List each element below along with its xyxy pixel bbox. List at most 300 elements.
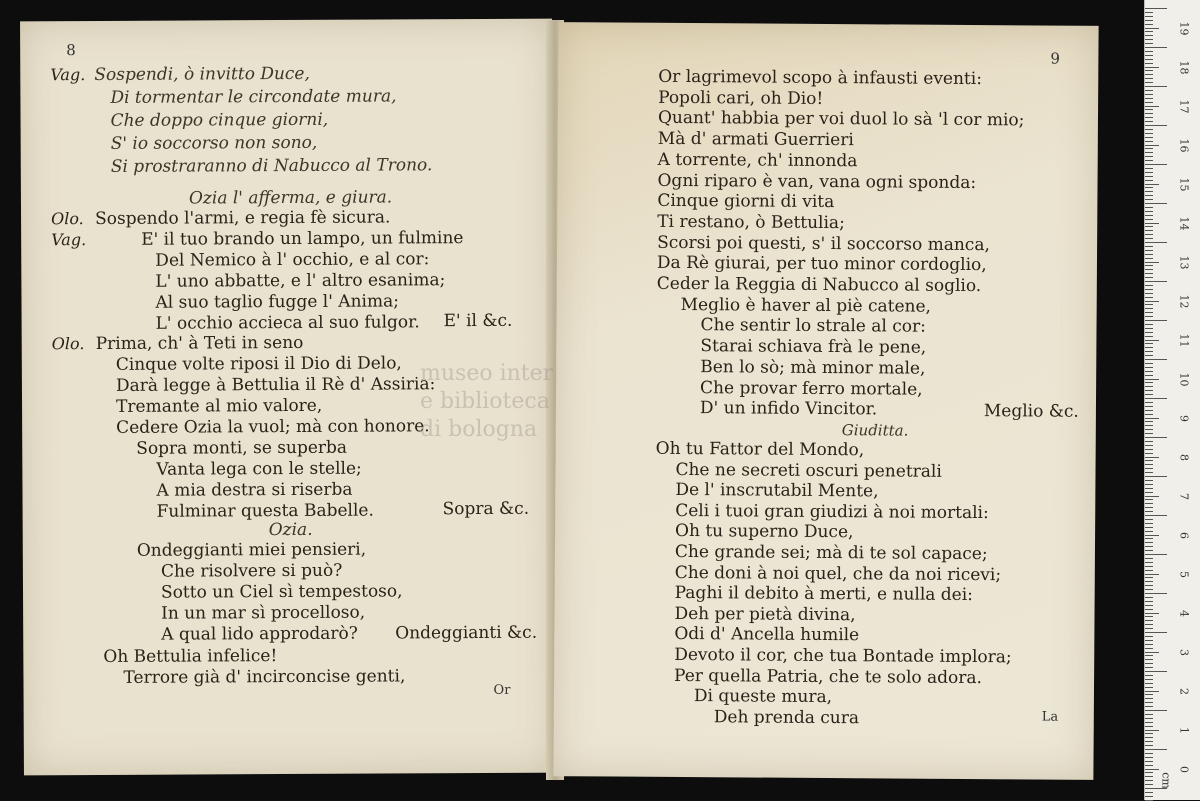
ruler-tick (1145, 488, 1153, 489)
ruler-number: 16 (1177, 138, 1191, 153)
ruler-number: 0 (1177, 766, 1191, 773)
ruler-tick (1145, 324, 1153, 325)
speaker-heading: Giuditta. (841, 421, 909, 440)
ruler-tick (1145, 464, 1153, 465)
ruler-tick (1145, 148, 1153, 149)
ruler-tick (1145, 304, 1153, 305)
ruler-tick (1145, 63, 1153, 64)
ruler-tick (1145, 769, 1159, 770)
verse-line: Che doni à noi quel, che da noi ricevi; (674, 562, 1002, 585)
ruler-tick (1145, 449, 1153, 450)
ruler-tick (1145, 648, 1153, 649)
ruler-tick (1145, 757, 1153, 758)
ruler-tick (1145, 187, 1153, 188)
ruler-number: 12 (1177, 294, 1191, 309)
ruler-tick (1145, 121, 1153, 122)
ruler-tick (1145, 511, 1153, 512)
ruler-tick (1145, 468, 1153, 469)
ruler-tick (1145, 8, 1167, 9)
ruler-tick (1145, 737, 1153, 738)
ruler-tick (1145, 16, 1153, 17)
ruler-tick (1145, 137, 1153, 138)
ruler-tick (1145, 234, 1153, 235)
ruler-tick (1145, 176, 1153, 177)
ruler-tick (1145, 659, 1153, 660)
ruler-tick (1145, 297, 1153, 298)
ruler-tick (1145, 531, 1153, 532)
verse-line: Ondeggianti miei pensieri, (136, 539, 367, 561)
verse-line: Cinque volte riposi il Dio di Delo, (115, 353, 402, 375)
ruler-tick (1145, 386, 1153, 387)
ruler-tick (1145, 125, 1167, 126)
ruler-number: 11 (1177, 333, 1191, 348)
ruler-tick (1145, 429, 1153, 430)
verse-line: Ogni riparo è van, vana ogni sponda: (657, 170, 977, 193)
ruler-tick (1145, 527, 1153, 528)
ruler-tick (1145, 655, 1153, 656)
ruler-tick (1145, 585, 1153, 586)
ruler-number: 1 (1177, 727, 1191, 734)
verse-line: Quant' habbia per voi duol lo sà 'l cor mio; (657, 108, 1025, 131)
ruler-tick (1145, 219, 1153, 220)
verse-line: Oh Bettulia infelice! (103, 646, 278, 667)
ruler-tick (1145, 355, 1153, 356)
ruler-tick (1145, 593, 1167, 594)
ruler-tick (1145, 710, 1167, 711)
ruler-tick (1145, 180, 1153, 181)
ruler-tick (1145, 566, 1153, 567)
ruler-tick (1145, 519, 1153, 520)
ruler-tick (1145, 406, 1153, 407)
ruler-tick (1145, 499, 1153, 500)
verse-line: Sospendo l'armi, e regia fè sicura. (95, 207, 391, 230)
verse-line: Che grande sei; mà di te sol capace; (674, 541, 988, 565)
ruler-tick (1145, 109, 1153, 110)
ruler-tick (1145, 129, 1153, 130)
ruler-tick (1145, 375, 1153, 376)
ruler-tick (1145, 301, 1159, 302)
ruler-tick (1145, 722, 1153, 723)
ruler-number: 8 (1177, 454, 1191, 461)
catchword: La (1041, 709, 1059, 725)
ruler-tick (1145, 780, 1153, 781)
verse-line: Prima, ch' à Teti in seno (95, 332, 304, 355)
verse-line: Darà legge à Bettulia il Rè d' Assiria: (115, 374, 436, 396)
ruler-tick (1145, 402, 1153, 403)
ruler-tick (1145, 453, 1153, 454)
ruler-tick (1145, 726, 1153, 727)
ruler-tick (1145, 223, 1159, 224)
ruler-tick (1145, 761, 1153, 762)
ruler-tick (1145, 480, 1153, 481)
ruler-tick (1145, 371, 1153, 372)
ruler-tick (1145, 28, 1159, 29)
ruler-tick (1145, 191, 1153, 192)
ruler-tick (1145, 671, 1167, 672)
ruler-tick (1145, 418, 1159, 419)
ruler-tick (1145, 706, 1153, 707)
ruler-tick (1145, 546, 1153, 547)
ruler-tick (1145, 51, 1153, 52)
verse-line: Ben lo sò; mà minor male, (700, 356, 926, 379)
ruler-number: 19 (1177, 21, 1191, 36)
refrain-reference: E' il &c. (443, 310, 513, 332)
ruler-tick (1145, 632, 1167, 633)
ruler-tick (1145, 203, 1167, 204)
ruler-tick (1145, 133, 1153, 134)
verse-line: D' un infido Vincitor. (699, 398, 878, 420)
ruler-number: 5 (1177, 571, 1191, 578)
ruler-tick (1145, 683, 1153, 684)
ruler-tick (1145, 242, 1167, 243)
refrain-reference: Ondeggianti &c. (395, 622, 538, 644)
refrain-reference: Meglio &c. (983, 401, 1079, 422)
verse-line: Tremante al mio valore, (115, 395, 323, 417)
verse-line: Di tormentar le circondate mura, (110, 86, 397, 108)
ruler-tick (1145, 347, 1153, 348)
ruler-number: 18 (1177, 60, 1191, 75)
ruler-tick (1145, 12, 1153, 13)
ruler-tick (1145, 410, 1153, 411)
ruler-tick (1145, 476, 1167, 477)
verse-line: In un mar sì procelloso, (161, 602, 366, 624)
ruler-tick (1145, 78, 1153, 79)
ruler-tick (1145, 250, 1153, 251)
verse-line: Devoto il cor, che tua Bontade implora; (674, 644, 1012, 668)
measuring-ruler (1144, 0, 1200, 800)
ruler-tick (1145, 226, 1153, 227)
verse-line: Popoli cari, oh Dio! (658, 87, 824, 109)
ruler-tick (1145, 254, 1153, 255)
verse-line: Che risolvere si può? (160, 560, 343, 582)
stage-direction: Ozia l' afferma, e giura. (188, 187, 393, 209)
verse-line: Deh prenda cura (713, 707, 860, 729)
ruler-tick (1145, 90, 1153, 91)
refrain-reference: Sopra &c. (442, 498, 530, 520)
ruler-tick (1145, 113, 1153, 114)
ruler-tick (1145, 714, 1153, 715)
ruler-tick (1145, 102, 1153, 103)
ruler-tick (1145, 796, 1153, 797)
ruler-tick (1145, 784, 1153, 785)
verse-line: Ti restano, ò Bettulia; (657, 211, 845, 234)
ruler-tick (1145, 141, 1153, 142)
watermark-line: di bologna (420, 417, 538, 442)
ruler-tick (1145, 215, 1153, 216)
ruler-tick (1145, 550, 1153, 551)
ruler-tick (1145, 281, 1167, 282)
ruler-tick (1145, 328, 1153, 329)
ruler-tick (1145, 86, 1167, 87)
ruler-tick (1145, 152, 1153, 153)
verse-line: S' io soccorso non sono, (110, 132, 318, 154)
ruler-tick (1145, 679, 1153, 680)
verse-line: Che ne secreti oscuri penetrali (675, 459, 942, 482)
verse-line: Oh tu Fattor del Mondo, (655, 438, 865, 461)
catchword: Or (493, 682, 511, 698)
verse-line: Paghi il debito à merti, e nulla dei: (674, 583, 974, 606)
verse-line: Ceder la Reggia di Nabucco al soglio. (656, 273, 982, 297)
ruler-tick (1145, 168, 1153, 169)
verse-line: Fulminar questa Babelle. (156, 500, 374, 522)
ruler-tick (1145, 577, 1153, 578)
ruler-tick (1145, 562, 1153, 563)
ruler-tick (1145, 554, 1167, 555)
verse-line: Per quella Patria, che te solo adora. (674, 665, 983, 688)
verse-line: Odi d' Ancella humile (674, 624, 860, 646)
ruler-tick (1145, 382, 1153, 383)
verse-line: A qual lido approdarò? (161, 623, 358, 645)
ruler-tick (1145, 414, 1153, 415)
ruler-tick (1145, 515, 1167, 516)
verse-line: Di queste mura, (693, 686, 833, 708)
ruler-tick (1145, 24, 1153, 25)
ruler-tick (1145, 359, 1167, 360)
speaker-heading: Ozia. (268, 519, 313, 541)
ruler-tick (1145, 620, 1153, 621)
ruler-tick (1145, 445, 1153, 446)
ruler-tick (1145, 293, 1153, 294)
ruler-tick (1145, 67, 1159, 68)
ruler-tick (1145, 484, 1153, 485)
ruler-number: 4 (1177, 610, 1191, 617)
ruler-tick (1145, 211, 1153, 212)
ruler-tick (1145, 332, 1153, 333)
verse-line: L' occhio accieca al suo fulgor. (155, 312, 420, 334)
ruler-tick (1145, 741, 1153, 742)
ruler-tick (1145, 367, 1153, 368)
ruler-tick (1145, 39, 1153, 40)
verse-line: Da Rè giurai, per tuo minor cordoglio, (656, 253, 987, 276)
ruler-tick (1145, 336, 1153, 337)
ruler-tick (1145, 35, 1153, 36)
ruler-tick (1145, 542, 1153, 543)
ruler-tick (1145, 652, 1159, 653)
verse-line: Al suo taglio fugge l' Anima; (155, 291, 399, 313)
ruler-number: 15 (1177, 177, 1191, 192)
ruler-tick (1145, 184, 1159, 185)
ruler-number: 10 (1177, 372, 1191, 387)
ruler-tick (1145, 145, 1159, 146)
ruler-number: 14 (1177, 216, 1191, 231)
ruler-tick (1145, 457, 1159, 458)
ruler-tick (1145, 258, 1153, 259)
ruler-tick (1145, 425, 1153, 426)
ruler-tick (1145, 581, 1153, 582)
ruler-tick (1145, 687, 1153, 688)
verse-line: Oh tu superno Duce, (675, 521, 854, 543)
verse-line: Starai schiava frà le pene, (700, 336, 927, 358)
library-watermark (420, 360, 680, 520)
verse-line: Meglio è haver al piè catene, (680, 294, 932, 317)
ruler-tick (1145, 199, 1153, 200)
ruler-tick (1145, 269, 1153, 270)
ruler-tick (1145, 570, 1153, 571)
ruler-tick (1145, 230, 1153, 231)
speaker-label: Olo. (51, 334, 85, 354)
ruler-number: 3 (1177, 649, 1191, 656)
ruler-tick (1145, 308, 1153, 309)
ruler-tick (1145, 624, 1153, 625)
ruler-tick (1145, 394, 1153, 395)
ruler-tick (1145, 363, 1153, 364)
ruler-tick (1145, 636, 1153, 637)
verse-line: A torrente, ch' innonda (657, 149, 858, 172)
ruler-tick (1145, 694, 1153, 695)
ruler-tick (1145, 31, 1153, 32)
ruler-tick (1145, 589, 1153, 590)
ruler-tick (1145, 20, 1153, 21)
verse-line: Scorsi poi questi, s' il soccorso manca, (657, 232, 990, 255)
ruler-tick (1145, 496, 1159, 497)
watermark-line: e biblioteca (420, 389, 550, 414)
verse-line: Sopra monti, se superba (136, 437, 348, 459)
ruler-tick (1145, 265, 1153, 266)
verse-line: Cinque giorni di vita (657, 191, 835, 213)
ruler-tick (1145, 730, 1159, 731)
ruler-tick (1145, 55, 1153, 56)
ruler-tick (1145, 343, 1153, 344)
verse-line: Si prostraranno di Nabucco al Trono. (110, 155, 433, 177)
ruler-tick (1145, 605, 1153, 606)
ruler-number: 7 (1177, 493, 1191, 500)
ruler-tick (1145, 390, 1153, 391)
ruler-number: 2 (1177, 688, 1191, 695)
verse-line: Celi i tuoi gran giudizi à noi mortali: (675, 500, 989, 523)
ruler-tick (1145, 340, 1159, 341)
ruler-tick (1145, 273, 1153, 274)
ruler-tick (1145, 472, 1153, 473)
ruler-unit: cm (1159, 772, 1173, 789)
ruler-tick (1145, 492, 1153, 493)
ruler-tick (1145, 277, 1153, 278)
ruler-tick (1145, 246, 1153, 247)
ruler-tick (1145, 765, 1153, 766)
ruler-tick (1145, 285, 1153, 286)
ruler-tick (1145, 460, 1153, 461)
ruler-tick (1145, 698, 1153, 699)
ruler-tick (1145, 628, 1153, 629)
ruler-tick (1145, 379, 1159, 380)
ruler-tick (1145, 745, 1153, 746)
verse-line: Che doppo cinque giorni, (110, 109, 329, 131)
speaker-label: Olo. (51, 209, 84, 229)
ruler-tick (1145, 164, 1167, 165)
verse-line: Terrore già d' incirconcise genti, (123, 666, 406, 688)
ruler-tick (1145, 43, 1153, 44)
ruler-tick (1145, 421, 1153, 422)
ruler-tick (1145, 351, 1153, 352)
ruler-tick (1145, 503, 1153, 504)
ruler-tick (1145, 70, 1153, 71)
verse-line: A mia destra si riserba (156, 479, 353, 501)
ruler-tick (1145, 772, 1153, 773)
ruler-tick (1145, 238, 1153, 239)
ruler-number: 17 (1177, 99, 1191, 114)
ruler-tick (1145, 574, 1159, 575)
verse-line: Vanta lega con le stelle; (156, 458, 362, 480)
ruler-tick (1145, 538, 1153, 539)
ruler-tick (1145, 535, 1159, 536)
verse-line: E' il tuo brando un lampo, un fulmine (141, 228, 464, 250)
verse-line: Cedere Ozia la vuol; mà con honore. (116, 416, 430, 438)
page-number: 9 (1050, 49, 1061, 68)
verse-line: Or lagrimevol scopo à infausti eventi: (658, 66, 983, 90)
ruler-tick (1145, 702, 1153, 703)
ruler-tick (1145, 616, 1153, 617)
ruler-tick (1145, 437, 1167, 438)
ruler-tick (1145, 718, 1153, 719)
ruler-tick (1145, 156, 1153, 157)
ruler-tick (1145, 289, 1153, 290)
ruler-tick (1145, 675, 1153, 676)
ruler-tick (1145, 160, 1153, 161)
ruler-tick (1145, 749, 1167, 750)
ruler-tick (1145, 195, 1153, 196)
verse-line: Del Nemico à l' occhio, e al cor: (155, 249, 430, 271)
ruler-tick (1145, 792, 1153, 793)
page-number: 8 (66, 41, 76, 60)
ruler-tick (1145, 82, 1153, 83)
watermark-line: museo inter (420, 361, 554, 386)
ruler-tick (1145, 609, 1153, 610)
verse-line: Che provar ferro mortale, (700, 377, 923, 400)
ruler-tick (1145, 640, 1153, 641)
ruler-tick (1145, 753, 1153, 754)
ruler-tick (1145, 644, 1153, 645)
ruler-tick (1145, 106, 1159, 107)
ruler-tick (1145, 558, 1153, 559)
ruler-tick (1145, 316, 1153, 317)
ruler-tick (1145, 776, 1153, 777)
ruler-tick (1145, 207, 1153, 208)
verse-line: Che sentir lo strale al cor: (700, 315, 926, 338)
ruler-tick (1145, 320, 1167, 321)
ruler-tick (1145, 117, 1153, 118)
ruler-tick (1145, 523, 1153, 524)
ruler-number: 13 (1177, 255, 1191, 270)
speaker-label: Vag. (50, 65, 86, 85)
ruler-tick (1145, 441, 1153, 442)
ruler-tick (1145, 398, 1167, 399)
ruler-tick (1145, 74, 1153, 75)
ruler-tick (1145, 601, 1153, 602)
ruler-number: 6 (1177, 532, 1191, 539)
ruler-tick (1145, 691, 1159, 692)
ruler-tick (1145, 733, 1153, 734)
verse-line: Deh per pietà divina, (674, 603, 856, 626)
verse-line: Mà d' armati Guerrieri (657, 128, 854, 151)
ruler-tick (1145, 47, 1167, 48)
verse-line: Sospendi, ò invitto Duce, (94, 63, 310, 86)
ruler-tick (1145, 98, 1153, 99)
ruler-tick (1145, 94, 1153, 95)
verse-line: L' uno abbatte, e l' altro esanima; (155, 270, 446, 292)
verse-line: Sotto un Ciel sì tempestoso, (160, 581, 403, 603)
speaker-label: Vag. (51, 230, 87, 250)
ruler-tick (1145, 172, 1153, 173)
ruler-tick (1145, 597, 1153, 598)
ruler-tick (1145, 507, 1153, 508)
ruler-tick (1145, 59, 1153, 60)
verse-line: De l' inscrutabil Mente, (675, 480, 879, 502)
ruler-tick (1145, 663, 1153, 664)
ruler-tick (1145, 433, 1153, 434)
ruler-tick (1145, 667, 1153, 668)
ruler-number: 9 (1177, 415, 1191, 422)
ruler-tick (1145, 613, 1159, 614)
ruler-tick (1145, 312, 1153, 313)
